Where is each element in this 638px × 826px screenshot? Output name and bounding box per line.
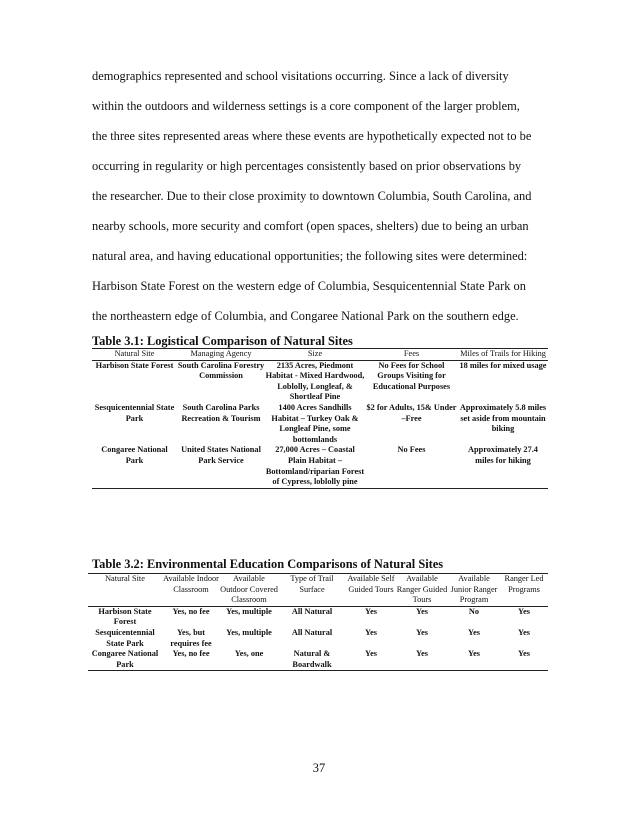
table-2 [88, 573, 548, 671]
header-cell: Natural Site [114, 349, 155, 358]
table-cell: $2 for Adults, 15& Under –Free [366, 402, 457, 423]
table-cell: Harbison State Forest [98, 606, 152, 627]
table-cell: 2135 Acres, Piedmont Habitat - Mixed Hardwood, Loblolly, Longleaf, & Shortleaf Pine [265, 360, 365, 402]
table-cell: All Natural [291, 627, 333, 637]
table-cell: Yes [365, 649, 377, 659]
body-line: nearby schools, more security and comfort (open spaces, shelters) due to being an urban [92, 219, 529, 233]
table-cell: 18 miles for mixed usage [459, 360, 547, 370]
table-cell: Yes [365, 627, 377, 637]
body-line: within the outdoors and wilderness settings is a core component of the larger problem, [92, 99, 520, 113]
table-cell: No Fees [397, 445, 426, 455]
table-cell: Yes, no fee [172, 649, 210, 659]
table-row [88, 606, 548, 628]
table-cell: South Carolina Forestry Commission [177, 360, 265, 381]
table-cell: No [468, 606, 480, 616]
body-line: Harbison State Forest on the western edge of Columbia, Sesquicentennial State Park on [92, 279, 526, 293]
table-cell: United States National Park Service [181, 445, 261, 465]
table-cell: Yes [518, 627, 530, 637]
table-cell: 27,000 Acres – Coastal Plain Habitat – Bottomland/riparian Forest of Cypress, loblolly pine [265, 445, 365, 487]
table-cell: Yes [468, 649, 480, 659]
header-cell: Natural Site [105, 574, 145, 583]
header-cell: Available Outdoor Covered Classroom [220, 574, 278, 605]
table-header-row [88, 574, 548, 607]
header-cell: Type of Trail Surface [290, 574, 334, 594]
table-cell: Yes, multiple [226, 606, 272, 616]
table-cell: Yes [468, 627, 480, 637]
table-cell: All Natural [291, 606, 333, 616]
table-cell: No Fees for School Groups Visiting for Educational Purposes [372, 360, 451, 391]
table-1-caption: Table 3.1: Logistical Comparison of Natural Sites [92, 334, 353, 348]
body-line: the three sites represented areas where these events are hypothetically expected not to be [92, 129, 532, 143]
table-2-caption: Table 3.2: Environmental Education Comparisons of Natural Sites [92, 557, 444, 571]
table-cell: Sesquicentennial State Park [95, 627, 155, 648]
body-line: natural area, and having educational opportunities; the following sites were determined: [92, 249, 528, 263]
table-1 [92, 348, 548, 489]
header-cell: Fees [403, 349, 420, 358]
table-cell: Congaree National Park [101, 445, 168, 465]
page-number: 37 [312, 761, 326, 775]
header-cell: Available Ranger Guided Tours [396, 574, 448, 605]
table-cell: Yes [416, 649, 428, 659]
body-line: occurring in regularity or high percentages consistently based on prior observations by [92, 159, 522, 173]
header-cell: Available Indoor Classroom [163, 574, 219, 594]
table-row [88, 649, 548, 671]
table-cell: Sesquicentennial State Park [94, 402, 175, 423]
table-cell: Yes [416, 627, 428, 637]
table-cell: Harbison State Forest [95, 360, 174, 370]
body-line: demographics represented and school visitations occurring. Since a lack of diversity [92, 69, 509, 83]
table-cell: Yes [416, 606, 428, 616]
body-line: the researcher. Due to their close proximity to downtown Columbia, South Carolina, and [92, 189, 532, 203]
table-cell: Yes, no fee [172, 606, 210, 616]
table-cell: Yes, but requires fee [170, 627, 212, 648]
table-cell: Approximately 5.8 miles set aside from mountain biking [459, 402, 547, 434]
header-cell: Miles of Trails for Hiking [460, 349, 546, 358]
table-cell: Yes [518, 649, 530, 659]
header-cell: Available Self Guided Tours [347, 574, 395, 594]
table-cell: Yes [365, 606, 377, 616]
table-cell: Natural & Boardwalk [292, 649, 332, 669]
table-cell: Yes, one [234, 649, 264, 659]
table-row [92, 403, 548, 445]
header-cell: Available Junior Ranger Program [450, 574, 498, 605]
table-row [88, 628, 548, 649]
header-cell: Ranger Led Programs [504, 574, 544, 594]
body-line: the northeastern edge of Columbia, and Congaree National Park on the southern edge. [92, 309, 519, 323]
table-cell: Approximately 27.4 miles for hiking [468, 445, 538, 465]
header-cell: Size [307, 349, 323, 358]
table-cell: Congaree National Park [91, 649, 159, 669]
table-cell: South Carolina Parks Recreation & Tourism [181, 402, 261, 423]
table-cell: Yes [518, 606, 530, 616]
header-cell: Managing Agency [190, 349, 252, 358]
table-cell: 1400 Acres Sandhills Habitat – Turkey Oak & Longleaf Pine, some bottomlands [271, 402, 359, 444]
table-row [92, 445, 548, 488]
table-row [92, 360, 548, 403]
table-header-row [92, 349, 548, 361]
table-cell: Yes, multiple [226, 627, 272, 637]
